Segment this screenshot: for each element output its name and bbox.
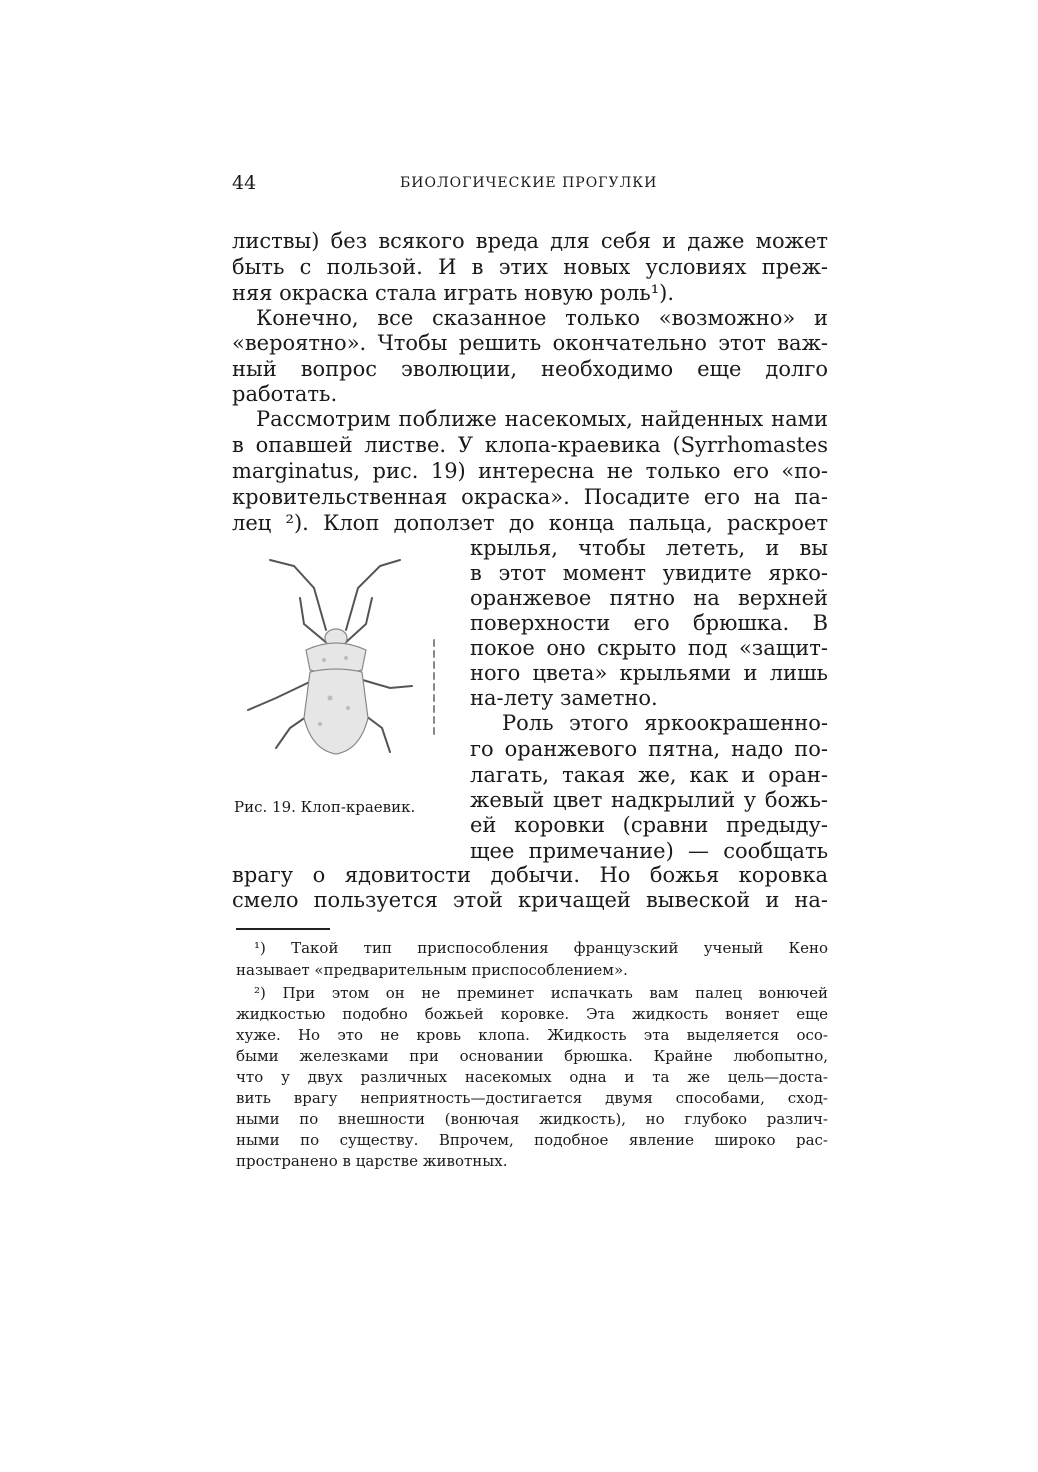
text-line: в этот момент увидите ярко- — [470, 561, 828, 585]
right-antenna — [346, 560, 400, 630]
text-line: ного цвета» крыльями и лишь — [470, 661, 828, 685]
footnote-line: ¹) Такой тип приспособления французский ученый Кено — [254, 939, 828, 957]
bug-abdomen — [304, 669, 368, 754]
text-line: смело пользуется этой кричащей вывеской и на- — [232, 888, 828, 912]
text-line: няя окраска стала играть новую роль¹). — [232, 281, 675, 305]
page-number: 44 — [232, 172, 257, 194]
footnote-line: ными по существу. Впрочем, подобное явление широко рас- — [236, 1131, 828, 1149]
footnote-line: жидкостью подобно божьей коровке. Эта жидкость воняет еще — [236, 1005, 828, 1023]
footnote-line: ²) При этом он не преминет испачкать вам палец вонючей — [254, 984, 828, 1002]
bug-drawing — [240, 548, 440, 768]
figure-caption: Рис. 19. Клоп-краевик. — [234, 798, 416, 816]
text-line: жевый цвет надкрылий у божь- — [470, 788, 828, 812]
footnote-line: вить врагу неприятность—достигается двумя способами, сход- — [236, 1089, 828, 1107]
text-line: поверхности его брюшка. В — [470, 611, 828, 635]
text-line: Конечно, все сказанное только «возможно» и — [256, 306, 828, 330]
footnote-line: хуже. Но это не кровь клопа. Жидкость эта выделяется осо- — [236, 1026, 828, 1044]
footnote-rule — [236, 928, 330, 930]
text-line: кровительственная окраска». Посадите его на па- — [232, 485, 828, 509]
footnote-line: называет «предварительным приспособлением». — [236, 961, 628, 979]
text-line: Рассмотрим поближе насекомых, найденных нами — [256, 407, 828, 431]
text-line: marginatus, рис. 19) интересна не только его «по- — [232, 459, 828, 483]
text-line: работать. — [232, 382, 338, 406]
footnote-line: пространено в царстве животных. — [236, 1152, 508, 1170]
footnote-line: что у двух различных насекомых одна и та же цель—доста- — [236, 1068, 828, 1086]
text-line: го оранжевого пятна, надо по- — [470, 737, 828, 761]
footnote-line: ными по внешности (вонючая жидкость), но глубоко различ- — [236, 1110, 828, 1128]
footnote-line: быми железками при основании брюшка. Крайне любопытно, — [236, 1047, 828, 1065]
text-line: покое оно скрыто под «защит- — [470, 636, 828, 660]
text-line: «вероятно». Чтобы решить окончательно этот важ- — [232, 331, 828, 355]
text-line: лагать, такая же, как и оран- — [470, 763, 828, 787]
text-line: ный вопрос эволюции, необходимо еще долго — [232, 357, 828, 381]
text-line: Роль этого яркоокрашенно- — [502, 711, 828, 735]
text-line: врагу о ядовитости добычи. Но божья коровка — [232, 863, 828, 887]
text-line: крылья, чтобы лететь, и вы — [470, 536, 828, 560]
text-line: быть с пользой. И в этих новых условиях преж- — [232, 255, 828, 279]
text-line: ей коровки (сравни предыду- — [470, 813, 828, 837]
bug-illustration — [240, 548, 440, 768]
left-antenna — [270, 560, 326, 630]
text-line: листвы) без всякого вреда для себя и даже может — [232, 229, 828, 253]
text-line: щее примечание) — сообщать — [470, 839, 828, 863]
text-line: оранжевое пятно на верхней — [470, 586, 828, 610]
running-head: БИОЛОГИЧЕСКИЕ ПРОГУЛКИ — [400, 175, 658, 191]
text-line: в опавшей листве. У клопа-краевика (Syrrhomastes — [232, 433, 828, 457]
text-line: на-лету заметно. — [470, 686, 658, 710]
text-line: лец ²). Клоп доползет до конца пальца, раскроет — [232, 511, 828, 535]
